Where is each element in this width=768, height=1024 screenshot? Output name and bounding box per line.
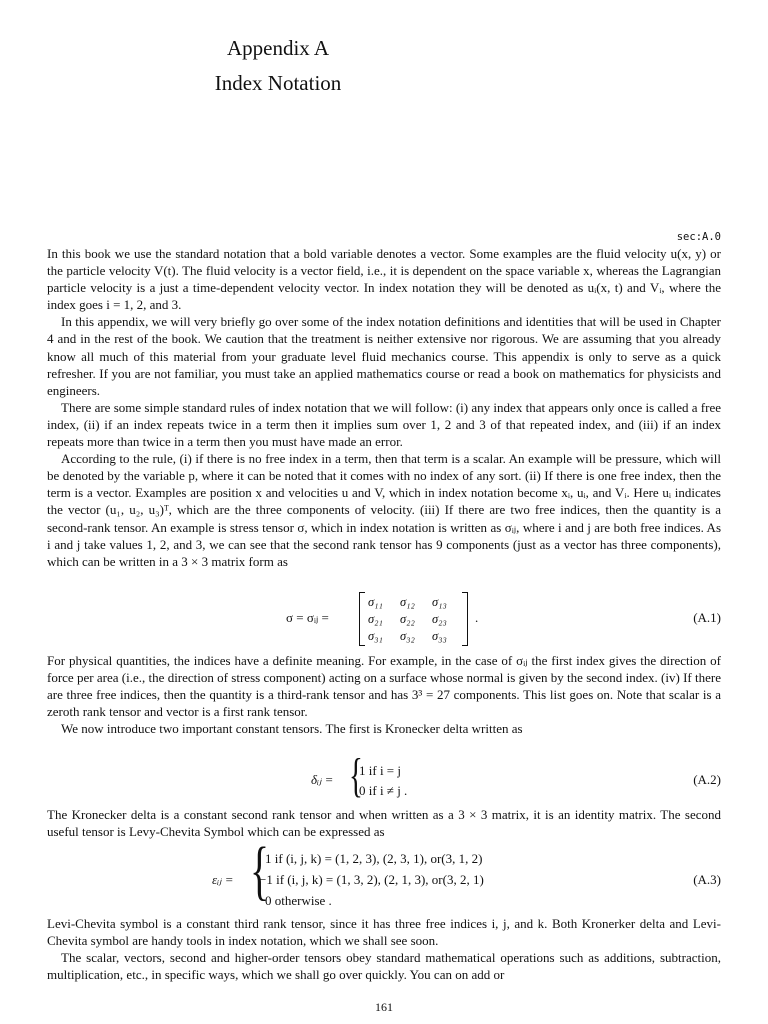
paragraph-6: We now introduce two important constant tensors. The first is Kronecker delta written as (61, 721, 523, 737)
matrix-cell: σ₂₁ (368, 612, 383, 626)
paragraph-1: In this book we use the standard notation that a bold variable denotes a vector. Some examples are the fluid velocity u(x, y) or the particle velocity V(t). The fluid velocity is a vector field, i.e., it is dependent on the space variable x, whereas the Lagrangian particle velocity is a just a time-dependent velocity vector. In index notation they will be denoted as uᵢ(x, t) and Vᵢ, where the index goes i = 1, 2, and 3. (47, 246, 721, 313)
appendix-heading: Appendix A (226, 36, 330, 60)
left-brace: { (349, 749, 363, 802)
paragraph-3: There are some simple standard rules of index notation that we will follow: (i) any index that appears only once is called a free index, (ii) if an index repeats twice in a term then it implies sum over 1, 2 and 3 of that repeated index, and (iii) if an index repeats more than twice in a term then you must have made an error. (47, 399, 721, 450)
paragraph-7: The Kronecker delta is a constant second rank tensor and when written as a 3 × 3 matrix, it is an identity matrix. The second useful tensor is Levy-Chevita Symbol which can be expressed as (47, 807, 721, 840)
equation-number-a1: (A.1) (693, 610, 721, 625)
equation-a3-case-2: −1 if (i, j, k) = (1, 3, 2), (2, 1, 3), or(3, 2, 1) (259, 872, 484, 887)
equation-number-a2: (A.2) (693, 772, 721, 787)
equation-a3-lhs: εᵢⱼ = (212, 872, 234, 887)
equation-a1-lhs: σ = σᵢⱼ = (286, 610, 329, 625)
equation-a2-case-1: 1 if i = j (359, 763, 401, 778)
equation-a1-period: . (475, 610, 479, 625)
matrix-cell: σ₂₂ (400, 612, 415, 626)
left-brace: { (250, 834, 270, 907)
body-block-4 (47, 915, 721, 983)
paragraph-4: According to the rule, (i) if there is no free index in a term, then that term is a scalar. An example will be pressure, which will be denoted by the variable p, where it can be noted that it comes with no index of any sort. (ii) If there is one free index, then the term is a vector. Examples are position x and velocities u and V, which in index notation become xᵢ, uᵢ, and Vᵢ. Here uᵢ indicates the vector (u₁, u₂, u₃)ᵀ, which are the three components of velocity. (iii) If there are two free indices, then the quantity is a second-rank tensor. An example is stress tensor σ, which in index notation is written as σᵢⱼ, where i and j are both free indices. As i and j take values 1, 2, and 3, we can see that the second rank tensor has 9 components (just as a vector has three components), which can be written in a 3 × 3 matrix form as (47, 451, 721, 569)
matrix-cell: σ₃₃ (432, 629, 447, 643)
paragraph-9: The scalar, vectors, second and higher-order tensors obey standard mathematical operations such as additions, subtraction, multiplication, etc., in specific ways, which we shall go over quickly. You can on add or (47, 950, 721, 983)
body-block-3 (47, 806, 721, 840)
equation-number-a3: (A.3) (693, 872, 721, 887)
left-bracket (359, 592, 365, 646)
matrix-cell: σ₁₁ (368, 595, 383, 609)
right-bracket (462, 592, 468, 646)
equation-a2 (47, 749, 721, 802)
paragraph-8: Levi-Chevita symbol is a constant third rank tensor, since it has three free indices i, j, and k. Both Kronerker delta and Levi-Chevita symbol are handy tools in index notation, which we shall see soon. (47, 916, 721, 949)
body-block-1 (47, 245, 721, 570)
stress-matrix (368, 595, 464, 644)
equation-a3 (47, 834, 721, 912)
body-block-2 (47, 652, 721, 737)
matrix-cell: σ₁₃ (432, 595, 447, 609)
equation-a3-case-1: 1 if (i, j, k) = (1, 2, 3), (2, 3, 1), or(3, 1, 2) (265, 851, 483, 866)
equation-a1 (47, 592, 721, 648)
appendix-title: Index Notation (214, 71, 342, 95)
paragraph-2: In this appendix, we will very briefly go over some of the index notation definitions and identities that will be used in Chapter 4 and in the rest of the book. We caution that the treatment is neither extensive nor rigorous. We are assuming that you already know all much of this material from your graduate level fluid mechanics course. This appendix is only to serve as a quick refresher. If you are not familiar, you must take an applied mathematics course or read a book on mathematics for physicists and engineers. (47, 314, 721, 398)
equation-a3-case-3: 0 otherwise . (265, 893, 332, 908)
matrix-cell: σ₃₂ (400, 629, 415, 643)
page-number: 161 (375, 1000, 393, 1014)
matrix-cell: σ₁₂ (400, 595, 415, 609)
matrix-cell: σ₂₃ (432, 612, 447, 626)
matrix-cell: σ₃₁ (368, 629, 383, 643)
section-label: sec:A.0 (676, 231, 721, 243)
equation-a2-lhs: δᵢⱼ = (311, 772, 334, 787)
equation-a2-case-2: 0 if i ≠ j . (359, 783, 408, 798)
paragraph-5: For physical quantities, the indices have a definite meaning. For example, in the case of σᵢⱼ the first index gives the direction of force per area (i.e., the direction of stress component) acting on a surface whose normal is given by the second index. (iv) If there are three free indices, then the quantity is a third-rank tensor and has 3³ = 27 components. This list goes on. Note that scalar is a zeroth rank tensor and vector is a first rank tensor. (47, 653, 721, 720)
